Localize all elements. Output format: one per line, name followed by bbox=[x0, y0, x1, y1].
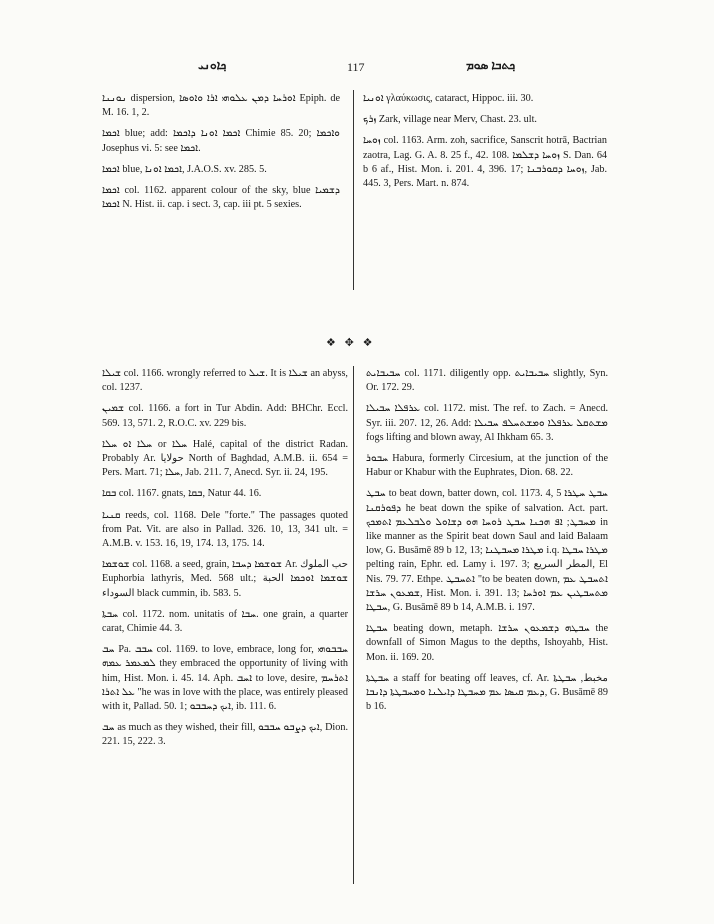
entry: ܙܘܚܐ col. 1163. Arm. zoh, sacrifice, Sanscrit hotrā, Bactrian zaotra, Lag. G. A. 8. 25 f., 42. 108. ܙܘܚܐ ܕܫܠܡܐ S. Dan. 64 b 6 af., Hist. Mon. i. 201. 4, 396. 17; ܙܘܚܐ ܕܩܘܪܒܢܐ, Jab. 445. 3, Pers. Mart. n. 874. bbox=[363, 135, 608, 190]
page-number: 117 bbox=[347, 60, 365, 74]
entry: ܫܘܫܡܐ col. 1168. a seed, grain, ܫܘܫܡܐ ܕܚܒܐ Ar. حب الملوك Euphorbia lathyris, Med. 568 ult.; ܫܘܫܡܐ ܐܘܟܡܐ الحبة السوداء black cummin, ib. 583. 5. bbox=[102, 559, 348, 599]
entry: ܩܢܝܐ reeds, col. 1168. Dele "forte." The passages quoted from Pat. Vit. are also in Pallad. 326. 10, 13, 341 ult. = A.M.B. v. 153. 16, 19, 174. 13, 175. 14. bbox=[102, 509, 348, 550]
entry: ܚܒܘܪ Habura, formerly Circesium, at the junction of the Habur or Khabur with the Euphrates, Dion. 68. 22. bbox=[366, 453, 608, 479]
entry: ܚܒ Pa. ܚܒܒ col. 1169. to love, embrace, long for, ܚܒܒܘܗܝ ܠܡܥܡܪ ܥܡܗ they embraced the opportunity of living with him, Hist. Mon. i. 45. 14. Aph. ܐܚܒ to love, desire, ܐܬܪܚܡ ܥܠ ܐܬܪܐ "he was in love with the place, was entirely pleased with it, Pallad. 50. 1; ܐܝܟ ܕܚܒܒܘ, ib. 111. 6. bbox=[102, 644, 349, 713]
column-divider bbox=[353, 366, 354, 884]
bottom-right-column bbox=[366, 367, 608, 721]
entry: ܙܪܟ Zark, village near Merv, Chast. 23. ult. bbox=[363, 114, 537, 126]
running-header-right: ܟ݂ܬܒܐ ܣܘܡ bbox=[466, 58, 516, 72]
top-left-column bbox=[102, 92, 340, 219]
entry: ܚܒ as much as they wished, their fill, ܐܝܟ ܕܨܒܘ ܚܒܒܘ, Dion. 221. 15, 222. 3. bbox=[102, 722, 348, 748]
entry: ܚܠܐ ܐܘ ܚܠܐ or ܚܠܐ Halé, capital of the district Radan. Probably Ar. حولايا North of Baghdad, A.M.B. ii. 654 = Pers. Mart. 71; ܚܠܐ, Jab. 211. 7, Anecd. Syr. ii. 24, 195. bbox=[102, 438, 348, 479]
entry: ܐܘܢܝܐ γλαύκωσις, cataract, Hippoc. iii. 30. bbox=[363, 93, 534, 104]
entry: ܚܒܛܐ beating down, metaph. ܚܒܛܗ ܕܫܡܥܘܢ ܚܪܫܐ the downfall of Simon Magus to the depths, Ishoyahb, Hist. Mon. ii. 169. 20. bbox=[366, 623, 609, 663]
entry: ܢܘܢܢܐ dispersion, ܐܘܪܚܐ ܕܡܢ ܥܠܘܗܝ ܐܪܐ ܘܐܘܣܐ Epiph. de M. 16. 1, 2. bbox=[102, 93, 341, 119]
entry: ܐܟܡܐ blue, ܐܟܡܐ ܐܘܢܐ, J.A.O.S. xv. 285. 5. bbox=[102, 163, 267, 175]
section-ornament: ❖ ✥ ❖ bbox=[326, 337, 376, 349]
entry: ܚܒܛ to beat down, batter down, col. 1173. 4, 5 ܚܒܛ ܚܛܪܐ ܕܦܘܪܩܢܐ he beat down the spike of salvation. Act. part. ܡܚܒܛ; ܐܦ ܗܟܢܐ ܚܒܛ ܪܘܚܐ ܗܘ ܕܫܐܘܠ ܘܠܒܠܥܡ ܐܬܡܟܟ in like manner as the Spirit beat down Saul and laid Balaam low, G. Busāmē 89 b 12, 13; ܡܛܪܐ ܡܚܒܛܢܐ i.q. ܡܛܪܐ ܚܒܛܐ pelting rain, Ephr. ed. Lamy i. 197. 3; المطر السريع, El Nis. 79. 77. Ethpe. ܐܬܚܒܛ "to be beaten down, ܐܬܚܒܛ ܥܡ ܫܡܥܘܢ ܚܪܫܐ, Hist. Mon. i. 391. 13; ܡܬܚܒܛܝܢ ܥܡ ܐܘܪܚܐ ܚܒܛܐ, G. Busāmē 89 b 14, A.M.B. i. 197. bbox=[366, 488, 608, 614]
top-right-column bbox=[363, 92, 607, 198]
column-divider bbox=[353, 90, 354, 290]
entry: ܐܟܡܐ blue; add: ܐܟܡܐ ܐܘܢܐ ܕܐܟܡܐ Chimie 85. 20; ܘܐܟܡܐ Josephus vi. 5: see ܐܟܡܐ. bbox=[102, 128, 340, 154]
entry: ܚܒܬܐ col. 1172. nom. unitatis of ܚܒܐ. one grain, a quarter carat, Chimie 44. 3. bbox=[102, 608, 348, 635]
entry: ܚܒܛܬܐ a staff for beating off leaves, cf. Ar. مخبط, ܚܒܛܬܐ ܕܥܡ ܩܝܣܐ ܥܡ ܡܚܒܛܐ ܕܐܝܠܢܐ ܘܡܚܒܛܬܐ ܕܐܢܒܐ, G. Busāmē 89 b 16. bbox=[366, 672, 608, 713]
bottom-left-column bbox=[102, 367, 348, 757]
entry: ܐܟܡܐ col. 1162. apparent colour of the sky, blue ܕܫܡܝܐ ܐܟܡܐ N. Hist. ii. cap. i sect. 3, cap. iii pt. 5 sexies. bbox=[102, 185, 340, 211]
entry: ܥܪܦܠܐ ܚܒܝܠܐ col. 1172. mist. The ref. to Zach. = Anecd. Syr. iii. 207. 12, 26. Add: ܡܫܬܩܠ ܥܪܦܠܐ ܘܡܫܬܚܠܦ ܚܒܝܠܐ fogs lifting and blown away, Al Ihkham 65. 3. bbox=[366, 403, 608, 443]
entry: ܫܡܝܢ col. 1166. a fort in Tur Abdin. Add: BHChr. Eccl. 569. 13, 571. 2, R.O.C. xv. 229 bis. bbox=[102, 403, 348, 429]
entry: ܫܝܠܐ col. 1166. wrongly referred to ܫܝܠ. It is ܫܝܠܐ an abyss, col. 1237. bbox=[102, 368, 348, 394]
entry: ܚܒܝܒܐܝܬ col. 1171. diligently opp. ܚܒܝܒܐܝܬ slightly, Syn. Or. 172. 29. bbox=[366, 368, 608, 394]
entry: ܒܩܐ col. 1167. gnats, ܒܩܐ, Natur 44. 16. bbox=[102, 488, 262, 500]
running-header-left: ܟ݂ܐܘܢܝ bbox=[198, 58, 227, 72]
